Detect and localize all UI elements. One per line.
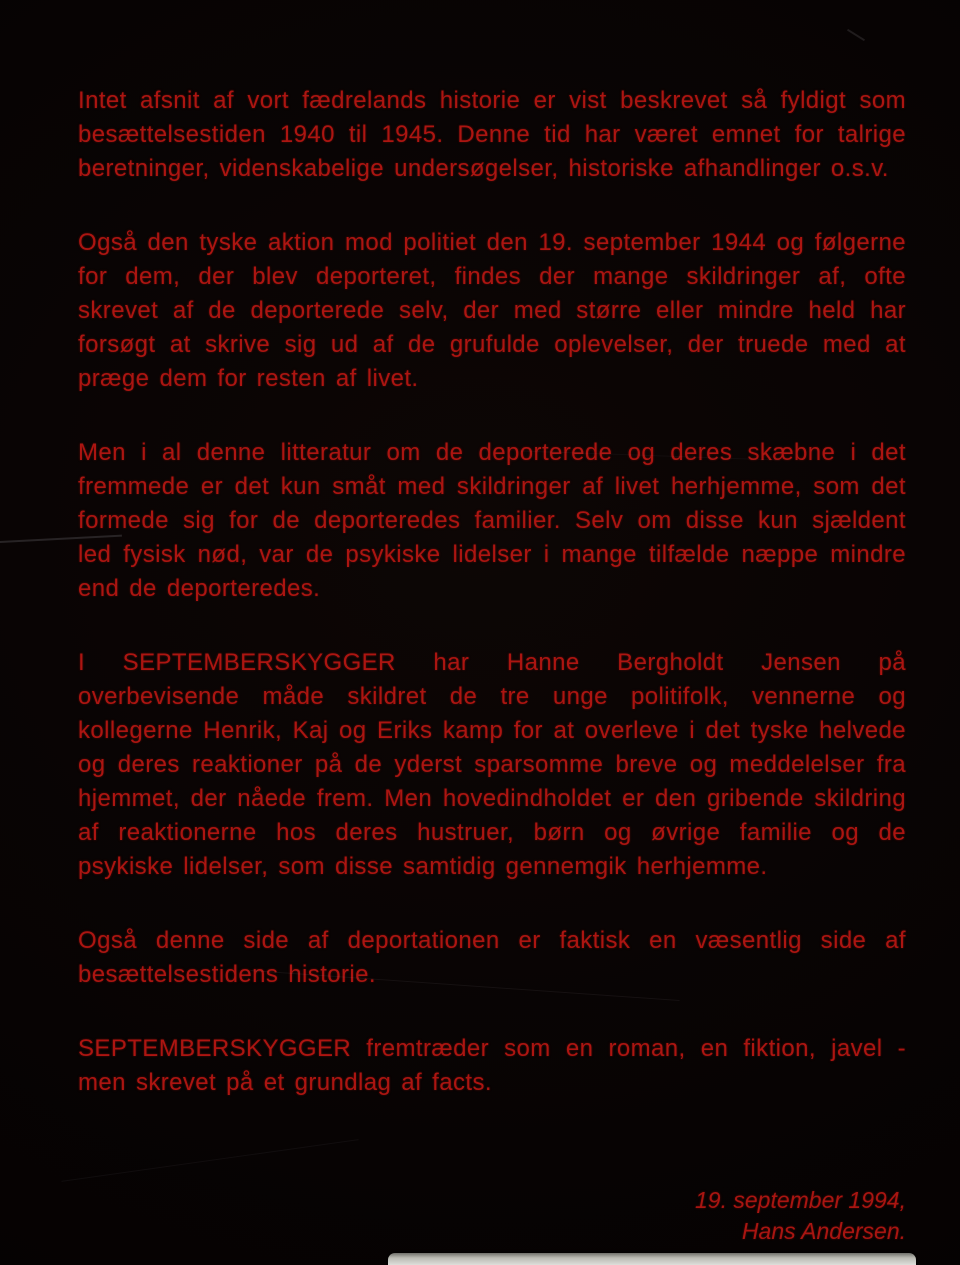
paragraph-book-description: I SEPTEMBERSKYGGER har Hanne Bergholdt Jensen på overbevisende måde skildret de tre unge politifolk, vennerne og kollegerne Henrik, Kaj og Eriks kamp for at overleve i det tyske helvede og deres reaktioner på de yderst sparsomme breve og meddelelser fra hjemmet, der nåede frem. Men hovedindholdet er den gribende skildring af reaktionerne hos deres hustruer, børn og øvrige familie og de psykiske lidelser, som disse samtidig gennemgik herhjemme.	[78, 649, 906, 880]
paragraph-police-action: Også den tyske aktion mod politiet den 19. september 1944 og følgerne for dem, der blev deporteret, findes der mange skildringer af, ofte skrevet af de deporterede selv, der med større eller mindre held har forsøgt at skrive sig ud af de grufulde oplevelser, der truede med at præge dem for resten af livet.	[78, 229, 906, 392]
paragraph-deportation-side: Også denne side af deportationen er faktisk en væsentlig side af besættelsestidens historie.	[78, 927, 906, 988]
signature-date: 19. september 1994,	[695, 1187, 906, 1213]
signature-author: Hans Andersen.	[741, 1218, 906, 1244]
signature-block	[695, 1185, 906, 1247]
barcode-sticker-edge	[388, 1253, 916, 1265]
paragraph-intro-history: Intet afsnit af vort fædrelands historie er vist beskrevet så fyldigt som besættelsestiden 1940 til 1945. Denne tid har været emnet for talrige beretninger, videnskabelige undersøgelser, historiske afhandlinger o.s.v.	[78, 87, 906, 182]
back-cover-text-block	[78, 84, 906, 1140]
scan-scratch	[847, 29, 865, 41]
scan-scratch	[61, 1139, 358, 1182]
paragraph-families-at-home: Men i al denne litteratur om de deporterede og deres skæbne i det fremmede er det kun småt med skildringer af livet herhjemme, som det formede sig for de deporteredes familier. Selv om disse kun sjældent led fysisk nød, var de psykiske lidelser i mange tilfælde næppe mindre end de deporteredes.	[78, 439, 906, 602]
paragraph-novel-fiction: SEPTEMBERSKYGGER fremtræder som en roman, en fiktion, javel - men skrevet på et grundlag af facts.	[78, 1035, 906, 1096]
